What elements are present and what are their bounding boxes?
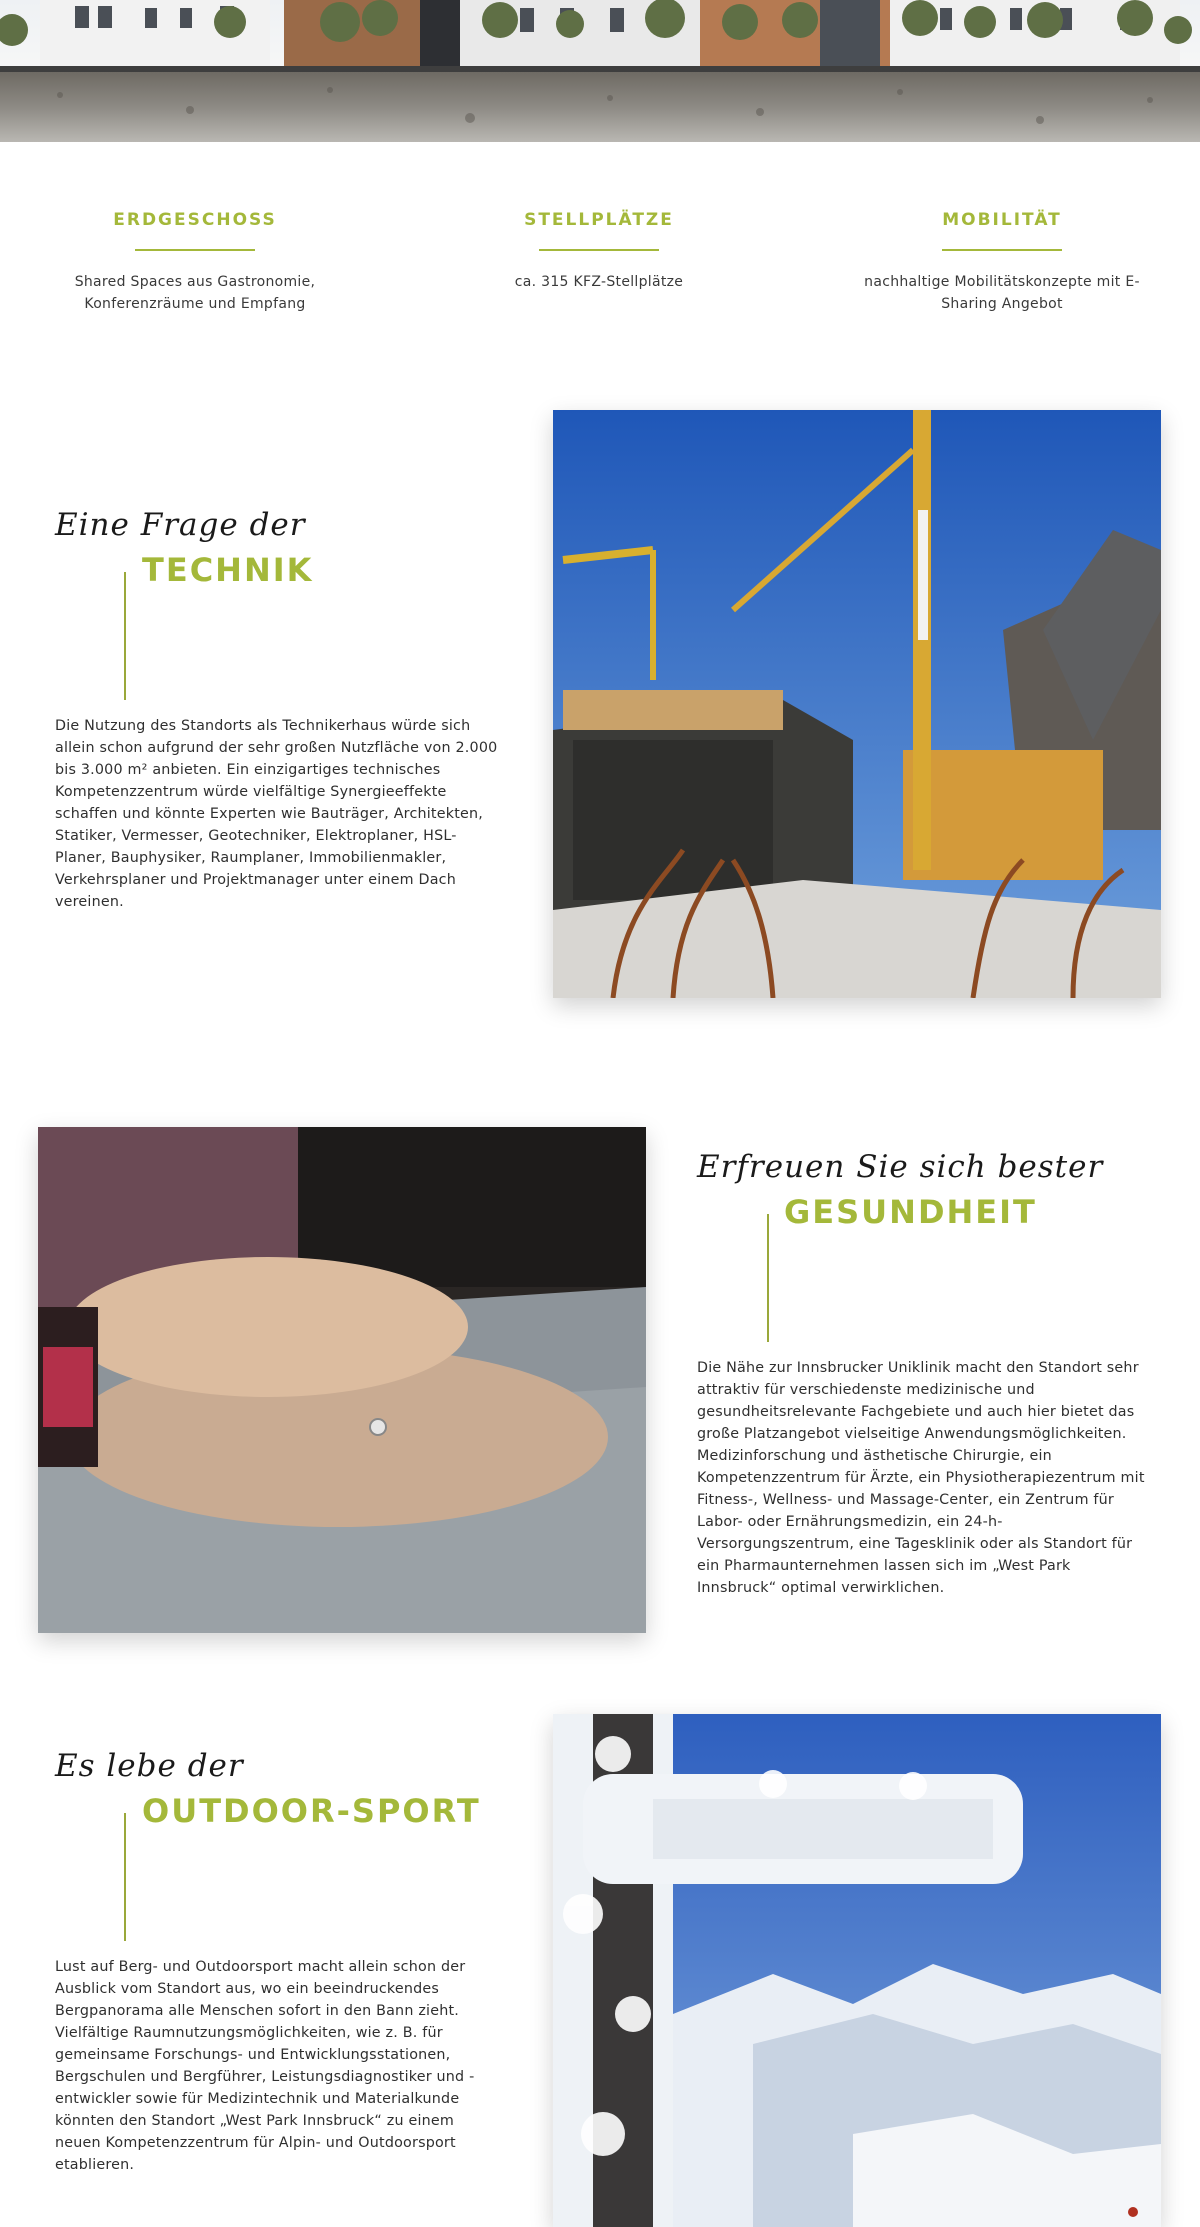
hero-building-section-image	[0, 0, 1200, 142]
section-headline: OUTDOOR-SPORT	[142, 1792, 481, 1830]
section-kicker: Es lebe der	[55, 1748, 244, 1784]
section-body-text: Lust auf Berg- und Outdoorsport macht allein schon der Ausblick vom Standort aus, wo ein beeindruckendes Bergpanorama alle Menschen sofort in den Bann zieht. Vielfältige Raumnutzungsmöglichkeiten, wie z. B. für gemeinsame Forschungs- und Entwicklungsstationen, Bergschulen und Bergführer, Leistungsdiagnostiker und -entwickler sowie für Medizintechnik und Materialkunde könnten den Standort „West Park Innsbruck“ zu einem neuen Kompetenzzentrum für Alpin- und Outdoorsport etablieren.	[55, 1959, 475, 2173]
frosted-signpost-image	[553, 1714, 1161, 2227]
feature-title: ERDGESCHOSS	[113, 210, 277, 230]
feature-title: MOBILITÄT	[942, 210, 1062, 230]
section-divider-line	[124, 572, 126, 700]
feature-text: ca. 315 KFZ-Stellplätze	[514, 274, 684, 290]
construction-site-image	[553, 410, 1161, 998]
section-divider-line	[767, 1214, 769, 1342]
feature-text: nachhaltige Mobilitätskonzepte mit E-Sharing Angebot	[864, 274, 1140, 312]
feature-title: STELLPLÄTZE	[524, 210, 674, 230]
feature-mobilitaet	[862, 210, 1142, 315]
feature-erdgeschoss	[55, 210, 335, 315]
section-body-text: Die Nähe zur Innsbrucker Uniklinik macht den Standort sehr attraktiv für verschiedenste medizinische und gesundheitsrelevante Fachgebiete und auch hier bietet das große Platzangebot vielseitige Anwendungsmöglichkeiten. Medizinforschung und ästhetische Chirurgie, ein Kompetenzzentrum für Ärzte, ein Physiotherapiezentrum mit Fitness-, Wellness- und Massage-Center, ein Zentrum für Labor- oder Ernährungsmedizin, ein 24-h-Versorgungszentrum, eine Tagesklinik oder als Standort für ein Pharmaunternehmen lassen sich im „West Park Innsbruck“ optimal verwirklichen.	[697, 1360, 1145, 1596]
section-kicker: Erfreuen Sie sich bester	[697, 1149, 1104, 1185]
section-headline: TECHNIK	[142, 551, 314, 589]
feature-divider	[539, 249, 659, 251]
feature-divider	[942, 249, 1062, 251]
section-headline: GESUNDHEIT	[784, 1193, 1037, 1231]
section-divider-line	[124, 1813, 126, 1941]
section-kicker: Eine Frage der	[55, 507, 306, 543]
feature-text: Shared Spaces aus Gastronomie, Konferenzräume und Empfang	[74, 274, 316, 312]
elderly-hands-image	[38, 1127, 646, 1633]
feature-stellplaetze	[459, 210, 739, 293]
section-body-text: Die Nutzung des Standorts als Technikerhaus würde sich allein schon aufgrund der sehr großen Nutzfläche von 2.000 bis 3.000 m² anbieten. Ein einzigartiges technisches Kompetenzzentrum würde vielfältige Synergieeffekte schaffen und könnte Experten wie Bauträger, Architekten, Statiker, Vermesser, Geotechniker, Elektroplaner, HSL-Planer, Bauphysiker, Raumplaner, Immobilienmakler, Verkehrsplaner und Projektmanager unter einem Dach vereinen.	[55, 718, 498, 910]
feature-divider	[135, 249, 255, 251]
